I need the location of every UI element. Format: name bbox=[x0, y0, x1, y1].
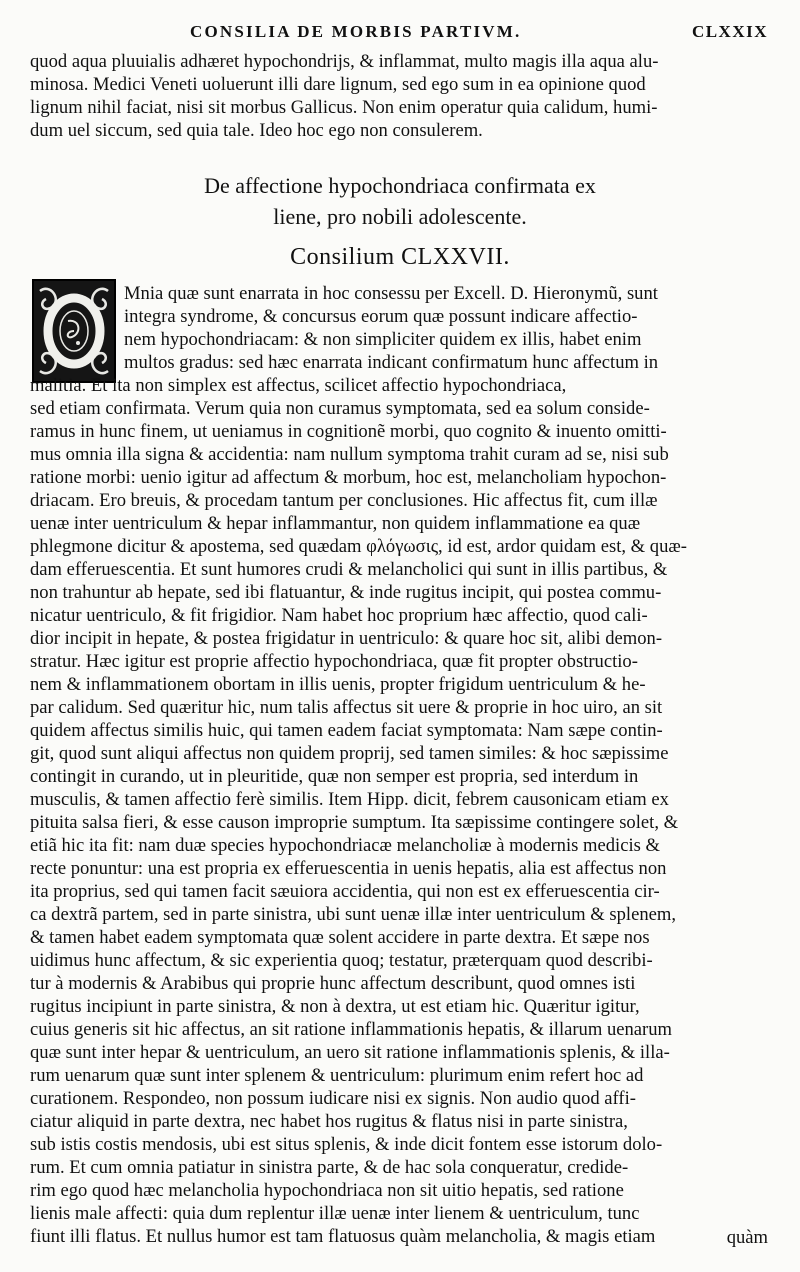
text-line: integra syndrome, & concursus eorum quæ possunt indicare affectio- bbox=[124, 306, 638, 327]
text-line: ciatur aliquid in parte dextra, nec habet hos rugitus & flatus nisi in parte sinistra, bbox=[30, 1111, 628, 1132]
text-line: curationem. Respondeo, non possum iudicare nisi ex signis. Non audio quod affi- bbox=[30, 1088, 636, 1109]
text-line: ramus in hunc finem, ut ueniamus in cognitionẽ morbi, quo cognito & inuento omitti- bbox=[30, 421, 667, 442]
text-line: rum uenarum quæ sunt inter splenem & uentriculum: plurimum enim refert hoc ad bbox=[30, 1065, 644, 1086]
text-line: cuius generis sit hic affectus, an sit ratione inflammationis hepatis, & illarum uenarum bbox=[30, 1019, 673, 1040]
text-line: rum. Et cum omnia patiatur in sinistra parte, & de hac sola conqueratur, credide- bbox=[30, 1157, 629, 1178]
text-line: pituita salsa fieri, & esse causon improprie sumptum. Ita sæpissime contingere solet, & bbox=[30, 812, 679, 833]
text-line: lienis male affecti: quia dum replentur illæ uenæ inter lienem & uentriculum, tunc bbox=[30, 1203, 640, 1224]
text-line: musculis, & tamen affectio ferè similis. Item Hipp. dicit, febrem causonicam etiam ex bbox=[30, 789, 669, 810]
section-heading-line-1: De affectione hypochondriaca confirmata ex bbox=[204, 173, 596, 198]
text-line: rugitus incipiunt in parte sinistra, & non à dextra, ut est etiam hic. Quæritur igitur, bbox=[30, 996, 640, 1017]
preceding-text-block bbox=[30, 50, 770, 142]
text-line: non trahuntur ab hepate, sed ibi flatuantur, & inde rugitus incipit, qui postea commu- bbox=[30, 582, 662, 603]
text-line: driacam. Ero breuis, & procedam tantum per conclusiones. Hic affectus fit, cum illæ bbox=[30, 490, 658, 511]
text-line: phlegmone dicitur & apostema, sed quædam φλόγωσις, id est, ardor quidam est, & quæ- bbox=[30, 536, 687, 557]
text-line: sed etiam confirmata. Verum quia non curamus symptomata, sed ea solum conside- bbox=[30, 398, 650, 419]
text-line: recte ponuntur: una est propria ex efferuescentia in uenis hepatis, alia est affectus non bbox=[30, 858, 667, 879]
text-line: etiã hic ita fit: nam duæ species hypochondriacæ melancholiæ à modernis medicis & bbox=[30, 835, 660, 856]
text-line: mus omnia illa signa & accidentia: nam nullum symptoma trahit curam ad se, nisi sub bbox=[30, 444, 669, 465]
text-line: nicatur uentriculo, & fit frigidior. Nam habet hoc proprium hæc affectio, quod cali- bbox=[30, 605, 648, 626]
text-line: dam efferuescentia. Et sunt humores crudi & melancholici qui sunt in illis partibus, & bbox=[30, 559, 668, 580]
text-line: git, quod sunt aliqui affectus non quidem proprij, sed tamen similes: & hoc sæpissime bbox=[30, 743, 669, 764]
text-line: nem hypochondriacam: & non simpliciter quidem ex illis, habet enim bbox=[124, 329, 642, 350]
text-line: stratur. Hæc igitur est proprie affectio hypochondriaca, quæ fit propter obstructio- bbox=[30, 651, 638, 672]
text-line: ita proprius, sed qui tamen facit sæuiora accidentia, qui non est ex efferuescentia cir- bbox=[30, 881, 660, 902]
text-line: sub istis costis mendosis, ubi est situs splenis, & inde dicit fontem esse istorum dolo- bbox=[30, 1134, 663, 1155]
folio-number: CLXXIX bbox=[691, 22, 768, 41]
text-line: rim ego quod hæc melancholia hypochondriaca non sit uitio hepatis, sed ratione bbox=[30, 1180, 624, 1201]
text-line: tur à modernis & Arabibus qui proprie hunc affectum describunt, quod omnes isti bbox=[30, 973, 636, 994]
text-line: & tamen habet eadem symptomata quæ solent accidere in parte dextra. Et sæpe nos bbox=[30, 927, 650, 948]
text-line: dior incipit in hepate, & postea frigidatur in uentriculo: & quare hoc sit, alibi demon- bbox=[30, 628, 663, 649]
text-line: ca dextrã partem, sed in parte sinistra, ubi sunt uenæ illæ inter uentriculum & splenem, bbox=[30, 904, 676, 925]
text-line: Mnia quæ sunt enarrata in hoc consessu per Excell. D. Hieronymũ, sunt bbox=[124, 283, 658, 304]
text-line: dum uel siccum, sed quia tale. Ideo hoc ego non consulerem. bbox=[30, 120, 483, 141]
text-line: uenæ inter uentriculum & hepar inflammantur, non quidem inflammatione ea quæ bbox=[30, 513, 641, 534]
text-line: fiunt illi flatus. Et nullus humor est tam flatuosus quàm melancholia, & magis etiam bbox=[30, 1226, 656, 1247]
running-head bbox=[0, 22, 800, 44]
text-line: nem & inflammationem obortam in illis uenis, propter frigidum uentriculum & he- bbox=[30, 674, 646, 695]
text-line: quæ sunt inter hepar & uentriculum, an uero sit ratione inflammationis splenis, & illa- bbox=[30, 1042, 670, 1063]
text-line: ratione morbi: uenio igitur ad affectum & morbum, hoc est, melancholiam hypochon- bbox=[30, 467, 667, 488]
catchword: quàm bbox=[726, 1227, 768, 1248]
section-heading-line-2: liene, pro nobili adolescente. bbox=[273, 204, 527, 229]
consilium-title: Consilium CLXXVII. bbox=[290, 244, 510, 270]
consilium-body-text bbox=[30, 282, 770, 1248]
text-line: quidem affectus similis huic, qui tamen eadem faciat symptomata: Nam sæpe contin- bbox=[30, 720, 663, 741]
text-line: multos gradus: sed hæc enarrata indicant confirmatum hunc affectum in bbox=[124, 352, 659, 373]
text-line: quod aqua pluuialis adhæret hypochondrijs, & inflammat, multo magis illa aqua alu- bbox=[30, 51, 659, 72]
text-line: malitia. Et ita non simplex est affectus, scilicet affectio hypochondriaca, bbox=[30, 375, 567, 396]
running-title: CONSILIA DE MORBIS PARTIVM. bbox=[190, 22, 522, 41]
text-line: uidimus hunc affectum, & sic experientia quoq; testatur, præterquam quod describi- bbox=[30, 950, 653, 971]
text-line: lignum nihil faciat, nisi sit morbus Gallicus. Non enim operatur quia calidum, humi- bbox=[30, 97, 658, 118]
text-line: par calidum. Sed quæritur hic, num talis affectus sit uere & proprie in hoc uiro, an sit bbox=[30, 697, 663, 718]
text-line: contingit in curando, ut in pleuritide, quæ non semper est propria, sed interdum in bbox=[30, 766, 639, 787]
text-line: minosa. Medici Veneti uoluerunt illi dare lignum, sed ego sum in ea opinione quod bbox=[30, 74, 646, 95]
